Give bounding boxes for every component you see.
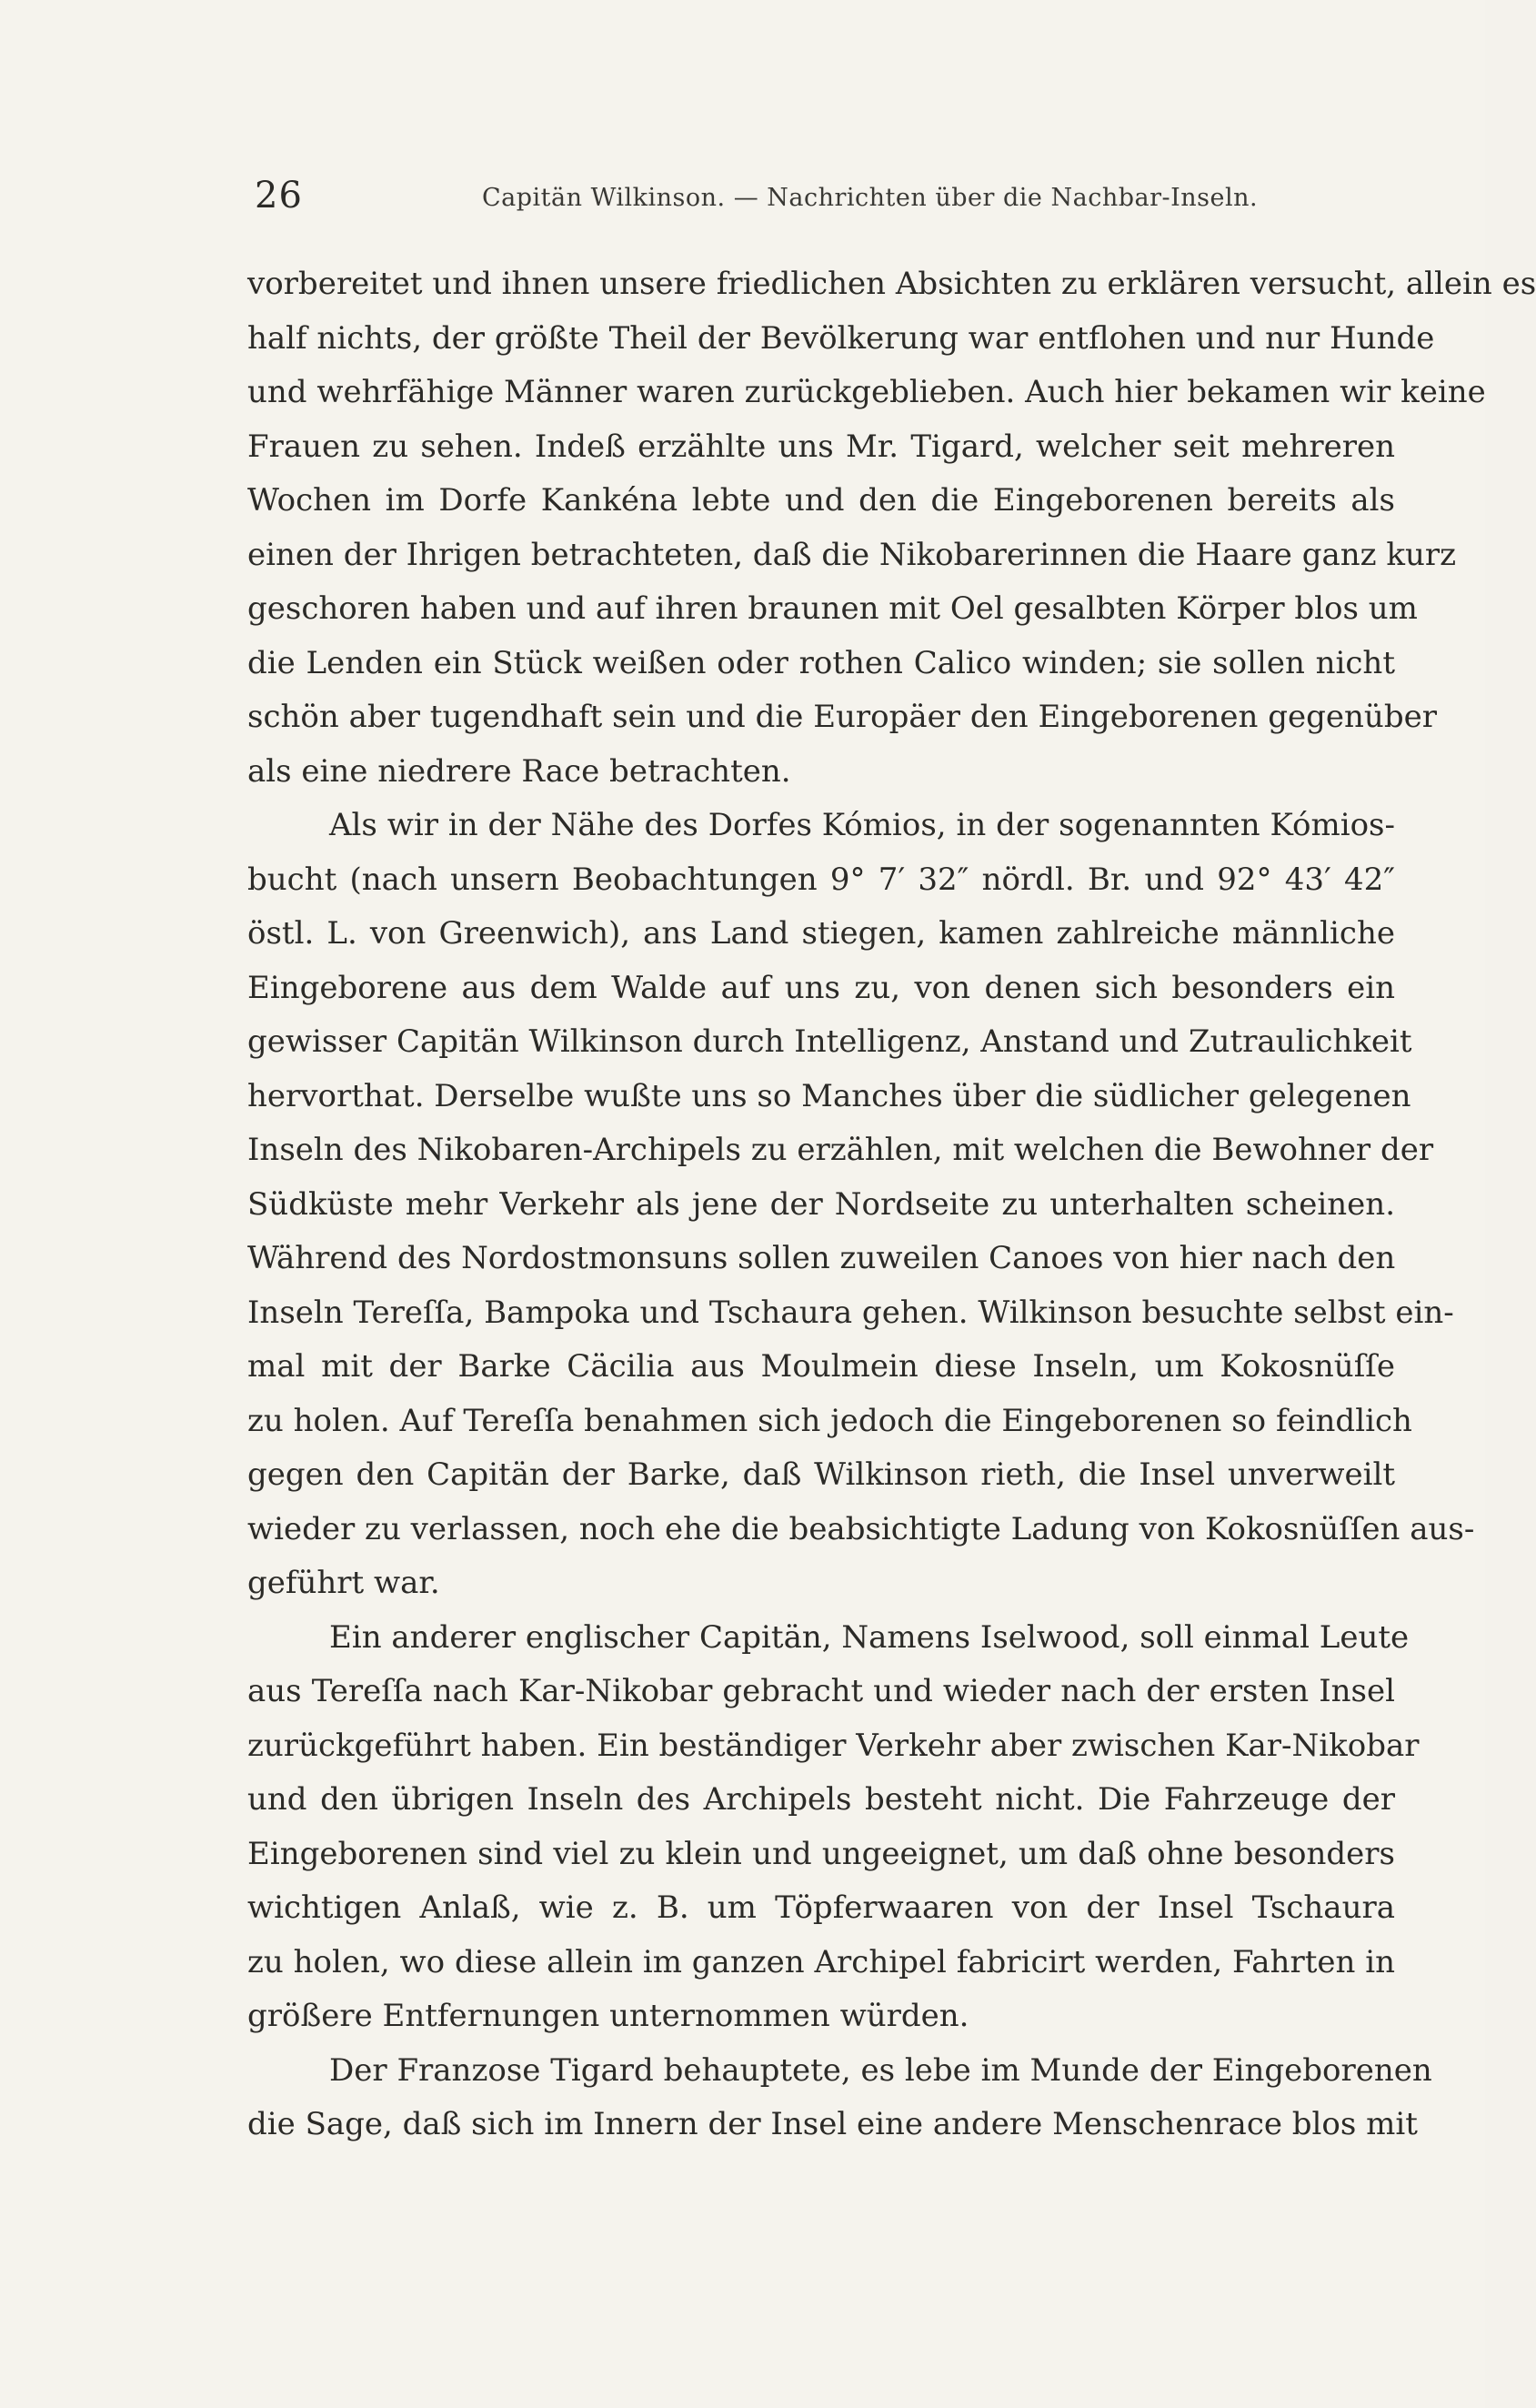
text-line: geschoren haben und auf ihren braunen mit Oel gesalbten Körper blos um bbox=[247, 590, 1418, 627]
text-line: hervorthat. Derselbe wußte uns so Manches über die südlicher gelegenen bbox=[247, 1077, 1411, 1114]
text-line: größere Entfernungen unternommen würden. bbox=[247, 1998, 969, 2034]
text-line: einen der Ihrigen betrachteten, daß die Nikobarerinnen die Haare ganz kurz bbox=[247, 536, 1457, 573]
text-line: Als wir in der Nähe des Dorfes Kómios, in der sogenannten Kómios- bbox=[329, 807, 1395, 843]
text-line: wichtigen Anlaß, wie z. B. um Töpferwaaren von der Insel Tschaura bbox=[247, 1889, 1395, 1926]
text-line: gewisser Capitän Wilkinson durch Intelligenz, Anstand und Zutraulichkeit bbox=[247, 1023, 1412, 1060]
text-line: östl. L. von Greenwich), ans Land stiegen, kamen zahlreiche männliche bbox=[247, 915, 1395, 952]
text-line: bucht (nach unsern Beobachtungen 9° 7′ 32″ nördl. Br. und 92° 43′ 42″ bbox=[247, 861, 1395, 898]
text-line: Eingeborene aus dem Walde auf uns zu, von denen sich besonders ein bbox=[247, 969, 1395, 1006]
page-header bbox=[255, 173, 1391, 218]
text-line: wieder zu verlassen, noch ehe die beabsichtigte Ladung von Kokosnüſſen aus- bbox=[247, 1510, 1475, 1547]
text-line: die Lenden ein Stück weißen oder rothen Calico winden; sie sollen nicht bbox=[247, 644, 1395, 681]
text-line: mal mit der Barke Cäcilia aus Moulmein diese Inseln, um Kokosnüſſe bbox=[247, 1348, 1395, 1385]
page-number: 26 bbox=[255, 175, 303, 217]
text-line: Inseln Tereſſa, Bampoka und Tschaura gehen. Wilkinson besuchte selbst ein- bbox=[247, 1294, 1454, 1331]
text-line: und wehrfähige Männer waren zurückgeblieben. Auch hier bekamen wir keine bbox=[247, 374, 1486, 410]
text-line: geführt war. bbox=[247, 1565, 440, 1601]
running-head: Capitän Wilkinson. — Nachrichten über die Nachbar-Inseln. bbox=[482, 184, 1259, 212]
text-line: zu holen. Auf Tereſſa benahmen sich jedoch die Eingeborenen so feindlich bbox=[247, 1402, 1412, 1439]
text-line: und den übrigen Inseln des Archipels besteht nicht. Die Fahrzeuge der bbox=[247, 1781, 1395, 1818]
text-line: Wochen im Dorfe Kankéna lebte und den die Eingeborenen bereits als bbox=[247, 482, 1395, 519]
text-line: Während des Nordostmonsuns sollen zuweilen Canoes von hier nach den bbox=[247, 1240, 1396, 1276]
text-line: Der Franzose Tigard behauptete, es lebe im Munde der Eingeborenen bbox=[329, 2051, 1432, 2089]
text-line: zu holen, wo diese allein im ganzen Archipel fabricirt werden, Fahrten in bbox=[247, 1943, 1395, 1980]
text-line: als eine niedrere Race betrachten. bbox=[247, 752, 791, 790]
text-line: half nichts, der größte Theil der Bevölkerung war entflohen und nur Hunde bbox=[247, 319, 1435, 357]
text-line: Frauen zu sehen. Indeß erzählte uns Mr. Tigard, welcher seit mehreren bbox=[247, 428, 1395, 465]
text-line: Eingeborenen sind viel zu klein und ungeeignet, um daß ohne besonders bbox=[247, 1835, 1395, 1872]
text-line: Ein anderer englischer Capitän, Namens Iselwood, soll einmal Leute bbox=[329, 1618, 1410, 1656]
text-line: die Sage, daß sich im Innern der Insel eine andere Menschenrace blos mit bbox=[247, 2106, 1418, 2142]
text-line: aus Tereſſa nach Kar-Nikobar gebracht und wieder nach der ersten Insel bbox=[247, 1673, 1395, 1709]
text-line: vorbereitet und ihnen unsere friedlichen Absichten zu erklären versucht, allein es bbox=[247, 266, 1536, 302]
text-line: gegen den Capitän der Barke, daß Wilkinson rieth, die Insel unverweilt bbox=[247, 1456, 1395, 1493]
text-line: zurückgeführt haben. Ein beständiger Verkehr aber zwischen Kar-Nikobar bbox=[247, 1727, 1420, 1764]
text-line: schön aber tugendhaft sein und die Europäer den Eingeborenen gegenüber bbox=[247, 699, 1437, 735]
text-line: Inseln des Nikobaren-Archipels zu erzählen, mit welchen die Bewohner der bbox=[247, 1132, 1434, 1168]
body-text bbox=[247, 257, 1536, 2152]
text-line: Südküste mehr Verkehr als jene der Nordseite zu unterhalten scheinen. bbox=[247, 1185, 1395, 1223]
